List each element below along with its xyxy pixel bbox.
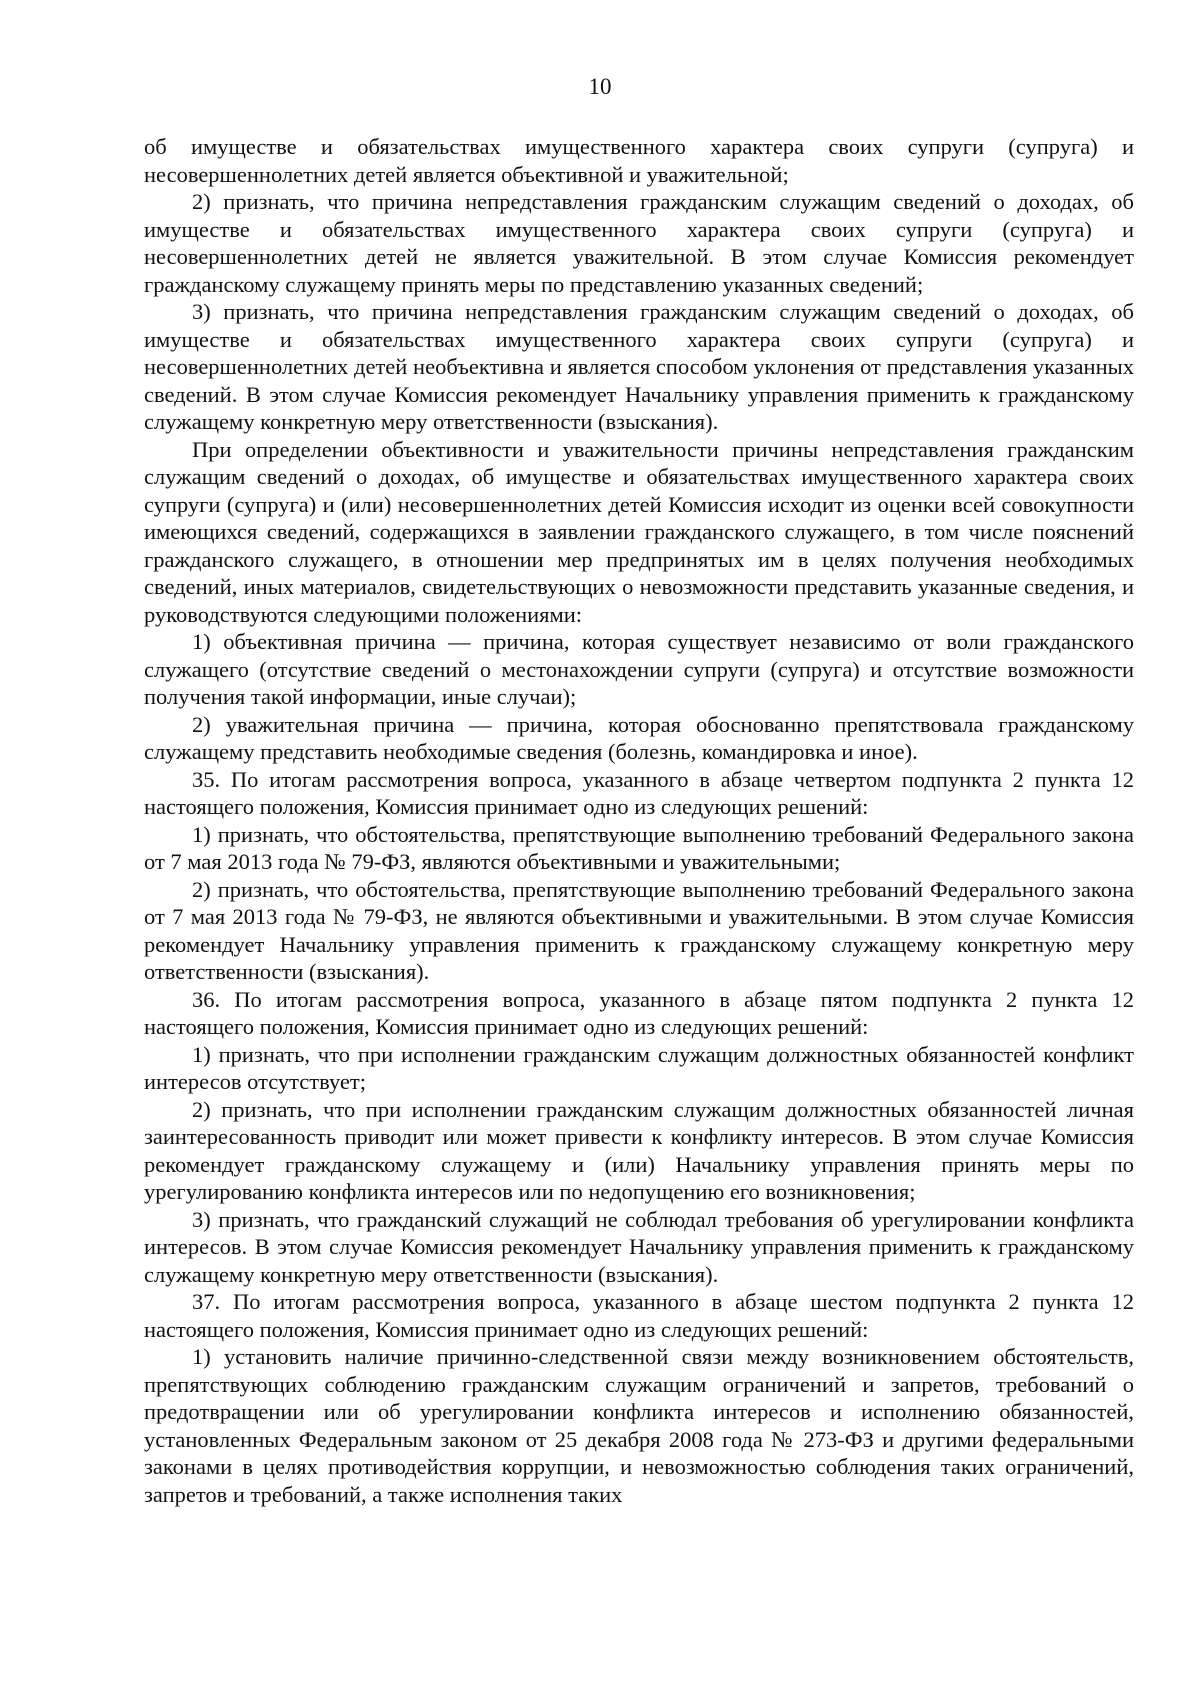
paragraph-37-item-1: 1) установить наличие причинно-следственной связи между возникновением обстоятельств, препятствующих соблюдению гражданским служащим ограничений и запретов, требований о предотвращении или об урегулировании конфликта интересов и исполнению обязанностей, установленных Федеральным законом от 25 декабря 2008 года № 273-ФЗ и другими федеральными законами в целях противодействия коррупции, и невозможностью соблюдения таких ограничений, запретов и требований, а также исполнения таких <box>144 1344 1134 1507</box>
paragraph-section-36: 36. По итогам рассмотрения вопроса, указанного в абзаце пятом подпункта 2 пункта 12 настоящего положения, Комиссия принимает одно из следующих решений: <box>144 986 1134 1039</box>
paragraph-36-item-3: 3) признать, что гражданский служащий не соблюдал требования об урегулировании конфликта интересов. В этом случае Комиссия рекомендует Начальнику управления применить к гражданскому служащему конкретную меру ответственности (взыскания). <box>144 1206 1134 1287</box>
paragraph-35-item-1: 1) признать, что обстоятельства, препятствующие выполнению требований Федерального закона от 7 мая 2013 года № 79-ФЗ, являются объективными и уважительными; <box>144 821 1134 874</box>
paragraph-objective-reason: 1) объективная причина — причина, которая существует независимо от воли гражданского служащего (отсутствие сведений о местонахождении супруги (супруга) и отсутствие возможности получения такой информации, иные случаи); <box>144 629 1134 709</box>
paragraph-valid-reason: 2) уважительная причина — причина, которая обоснованно препятствовала гражданскому служащему представить необходимые сведения (болезнь, командировка и иное). <box>144 711 1134 764</box>
paragraph-35-item-2: 2) признать, что обстоятельства, препятствующие выполнению требований Федерального закона от 7 мая 2013 года № 79-ФЗ, не являются объективными и уважительными. В этом случае Комиссия рекомендует Начальнику управления применить к гражданскому служащему конкретную меру ответственности (взыскания). <box>144 876 1134 984</box>
paragraph-determination-criteria: При определении объективности и уважительности причины непредставления гражданским служащим сведений о доходах, об имуществе и обязательствах имущественного характера своих супруги (супруга) и (или) несовершеннолетних детей Комиссия исходит из оценки всей совокупности имеющихся сведений, содержащихся в заявлении гражданского служащего, в том числе пояснений гражданского служащего, в отношении мер предпринятых им в целях получения необходимых сведений, иных материалов, свидетельствующих о невозможности представить указанные сведения, и руководствуются следующими положениями: <box>144 436 1134 627</box>
paragraph-section-37: 37. По итогам рассмотрения вопроса, указанного в абзаце шестом подпункта 2 пункта 12 настоящего положения, Комиссия принимает одно из следующих решений: <box>144 1289 1134 1342</box>
paragraph-36-item-1: 1) признать, что при исполнении гражданским служащим должностных обязанностей конфликт интересов отсутствует; <box>144 1041 1134 1094</box>
paragraph-item-2-not-valid: 2) признать, что причина непредставления гражданским служащим сведений о доходах, об имуществе и обязательствах имущественного характера своих супруги (супруга) и несовершеннолетних детей не является уважительной. В этом случае Комиссия рекомендует гражданскому служащему принять меры по представлению указанных сведений; <box>144 189 1134 297</box>
paragraph-continuation: об имуществе и обязательствах имущественного характера своих супруги (супруга) и несовершеннолетних детей является объективной и уважительной; <box>144 134 1134 187</box>
document-body <box>144 133 1134 1508</box>
paragraph-item-3-evasion: 3) признать, что причина непредставления гражданским служащим сведений о доходах, об имуществе и обязательствах имущественного характера своих супруги (супруга) и несовершеннолетних детей необъективна и является способом уклонения от представления указанных сведений. В этом случае Комиссия рекомендует Начальнику управления применить к гражданскому служащему конкретную меру ответственности (взыскания). <box>144 299 1134 434</box>
paragraph-36-item-2: 2) признать, что при исполнении гражданским служащим должностных обязанностей личная заинтересованность приводит или может привести к конфликту интересов. В этом случае Комиссия рекомендует гражданскому служащему и (или) Начальнику управления принять меры по урегулированию конфликта интересов или по недопущению его возникновения; <box>144 1096 1134 1204</box>
paragraph-section-35: 35. По итогам рассмотрения вопроса, указанного в абзаце четвертом подпункта 2 пункта 12 настоящего положения, Комиссия принимает одно из следующих решений: <box>144 766 1134 819</box>
page-number: 10 <box>588 74 612 99</box>
